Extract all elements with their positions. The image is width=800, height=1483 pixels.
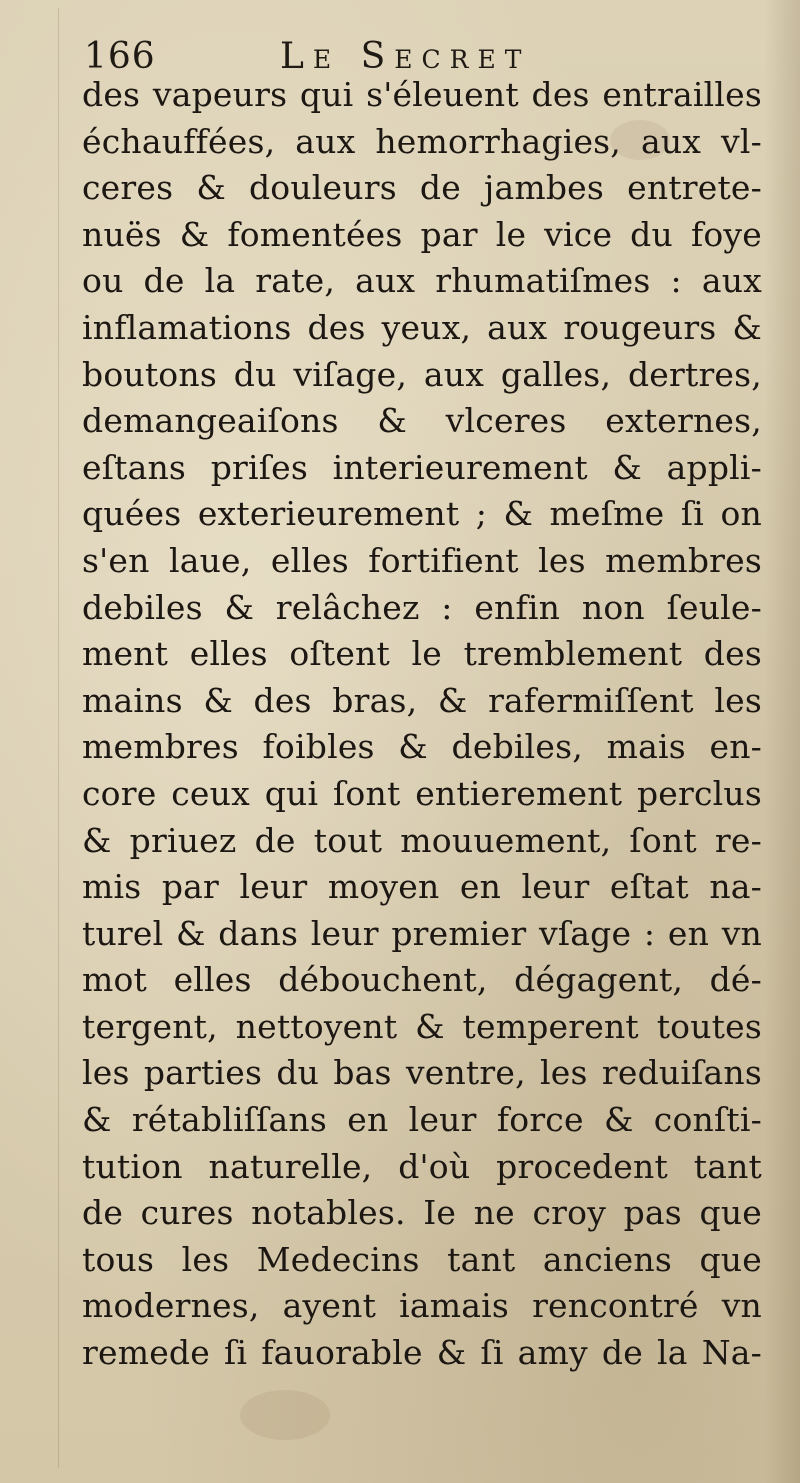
text-line: & rétabliſſans en leur force & conſti- <box>82 1100 762 1140</box>
text-line: turel & dans leur premier vſage : en vn <box>82 913 762 953</box>
text-line: tous les Medecins tant anciens que <box>82 1239 762 1279</box>
text-line: membres foibles & debiles, mais en- <box>82 727 762 767</box>
body-text <box>82 72 762 1377</box>
gutter-line <box>58 8 59 1468</box>
text-line: tution naturelle, d'où procedent tant <box>82 1146 762 1186</box>
text-line: les parties du bas ventre, les reduiſans <box>82 1053 762 1093</box>
text-line: debiles & relâchez : enfin non ſeule- <box>82 587 762 627</box>
text-line: ou de la rate, aux rhumatiſmes : aux <box>82 261 762 301</box>
text-line: eſtans priſes interieurement & appli- <box>82 447 762 487</box>
text-line: ment elles oſtent le tremblement des <box>82 634 762 674</box>
running-head: Le Secret <box>280 36 531 77</box>
text-line: s'en laue, elles fortifient les membres <box>82 540 762 580</box>
text-line: mot elles débouchent, dégagent, dé- <box>82 960 762 1000</box>
text-line: de cures notables. Ie ne croy pas que <box>82 1193 762 1233</box>
text-line: inflamations des yeux, aux rougeurs & <box>82 307 762 347</box>
page-number: 166 <box>84 36 156 77</box>
text-line: modernes, ayent iamais rencontré vn <box>82 1286 762 1326</box>
text-line: échauffées, aux hemorrhagies, aux vl- <box>82 121 762 161</box>
text-line: ceres & douleurs de jambes entrete- <box>82 168 762 208</box>
text-line: boutons du viſage, aux galles, dertres, <box>82 354 762 394</box>
text-line: nuës & fomentées par le vice du foye <box>82 214 762 254</box>
text-line: mis par leur moyen en leur eſtat na- <box>82 867 762 907</box>
text-line: core ceux qui ſont entierement perclus <box>82 773 762 813</box>
text-line: demangeaiſons & vlceres externes, <box>82 401 762 441</box>
text-line: quées exterieurement ; & meſme ſi on <box>82 494 762 534</box>
page-edge-shadow <box>764 0 800 1483</box>
text-line: tergent, nettoyent & temperent toutes <box>82 1006 762 1046</box>
text-line: mains & des bras, & rafermiſſent les <box>82 680 762 720</box>
text-line: & priuez de tout mouuement, ſont re- <box>82 820 762 860</box>
text-line: remede ſi fauorable & ſi amy de la Na- <box>82 1333 762 1373</box>
paper-stain <box>240 1390 330 1440</box>
text-line: des vapeurs qui s'éleuent des entrailles <box>82 75 762 114</box>
